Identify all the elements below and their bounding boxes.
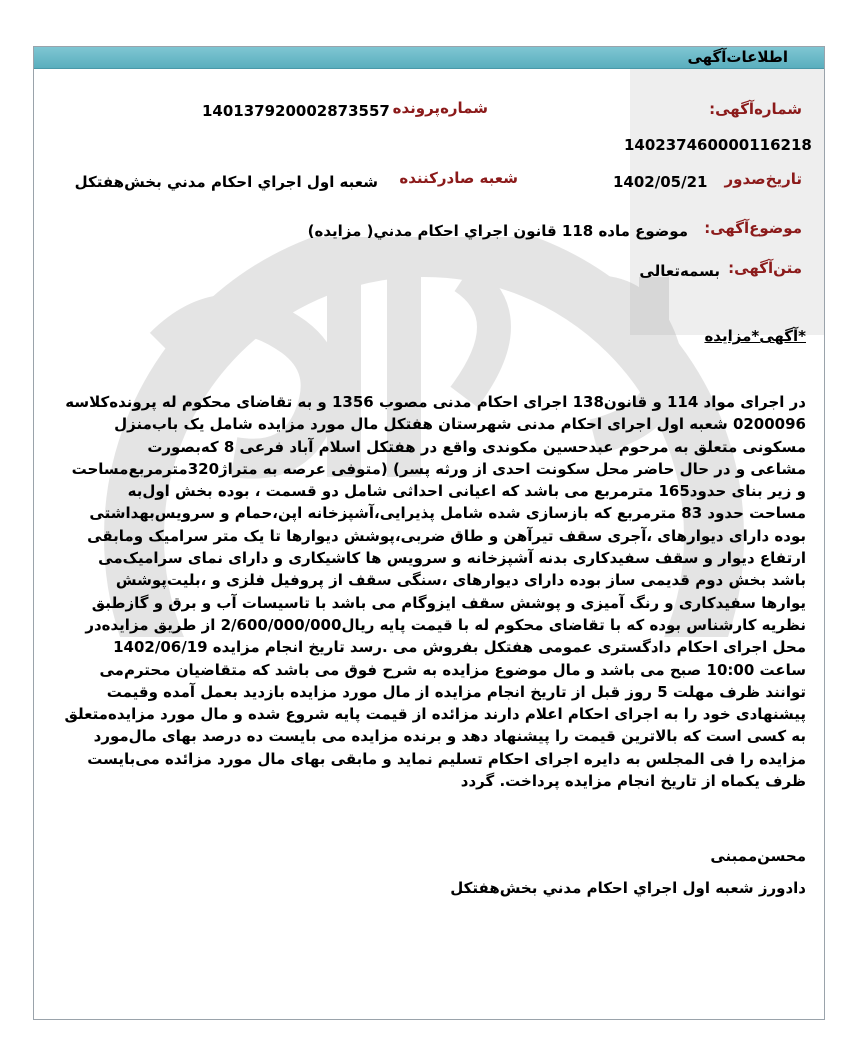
body-line: مسکونی متعلق به مرحوم عبدحسین مکوندی واقع در هفتکل اسلام آباد فرعی 8 که‌بصورت [147, 437, 806, 456]
case-number-value: 14013792000287355​7 [202, 102, 390, 120]
ad-number-label: شماره‌آگهی: [709, 100, 802, 118]
text-label: متن‌آگهی: [728, 259, 802, 277]
body-line: باشد بخش دوم قدیمی ساز بوده دارای دیوارهای ،سنگی سقف از پروفیل فلزی و ،بلیت‌پوشش [115, 571, 806, 590]
body-line: محل اجرای احکام دادگستری عمومی هفتکل بفروش می .رسد تاریخ انجام مزایده 1402/06/19 [113, 638, 806, 657]
body-line: بوده دارای دیوارهای ،آجری سقف تیرآهن و طاق ضربی،پوشش دیوارها تا یک متر سرامیک ومابقی [87, 526, 806, 545]
case-number-label: شماره‌پرونده [392, 99, 488, 117]
signer-name: محسن‌ممبنی [710, 847, 806, 865]
body-line: 0200096 شعبه اول اجرای احکام مدنی شهرستان هفتکل مال مورد مزایده شامل یک باب‌منزل [114, 415, 806, 434]
body-line: نظریه کارشناس بوده که با تقاضای محکوم له با قیمت پایه ریال2/600/000/000 از طریق مزایده‌در [85, 615, 806, 634]
body-line: مشاعی و در حال حاضر محل سکونت احدی از ورثه پسر) (متوفی عرصه به متراژ320مترمربع‌مساحت [71, 459, 806, 478]
body-line: ساعت 10:00 صبح می باشد و مال موضوع مزایده به شرح فوق می باشد که متقاضیان محترم‌می [99, 660, 806, 679]
body-line: توانند ظرف مهلت 5 روز قبل از تاریخ انجام مزایده از مال مورد مزایده بازدید بعمل آمده وقیمت [106, 682, 806, 701]
body-line: در اجرای مواد 114 و قانون138 اجرای احکام مدنی مصوب 1356 و به تقاضای محکوم له پرونده‌کلاسه [65, 393, 806, 411]
body-line: به کسی است که بالاترین قیمت را پیشنهاد دهد و برنده مزایده می بایست ده درصد بهای مال‌مورد [93, 727, 806, 746]
issuing-branch-value: شعبه اول اجراي احکام مدني بخش‌هفتکل [74, 173, 378, 191]
announcement-panel [33, 46, 825, 1020]
body-line: مساحت حدود 83 مترمربع که بازسازی شده شامل پذیرایی،آشپزخانه اپن،حمام و سرویس‌بهداشتی [89, 504, 806, 523]
body-line: و زیر بنای حدود165 مترمربع می باشد که اعیانی احداثی شامل دو قسمت ، بوده بخش اول‌به [127, 482, 806, 501]
panel-title: اطلاعات‌آگهی [687, 48, 788, 66]
issue-date-label: تاریخ‌صدور [724, 170, 802, 188]
issue-date-value: 1402/05/21 [613, 173, 708, 191]
body-line: ارتفاع دیوار و سقف سفیدکاری بدنه آشپزخانه و سرویس ها کاشیکاری و دارای نمای سرامیک‌می [98, 549, 806, 568]
body-line: ظرف یکماه از تاریخ انجام مزایده پرداخت. گردد [460, 772, 806, 791]
body-line: یوارها سفیدکاری و رنگ آمیزی و پوشش سقف ایزوگام می باشد با تاسیسات آب و برق و گازطبق [91, 593, 806, 612]
text-value: بسمه‌تعالی [639, 262, 720, 280]
issuing-branch-label: شعبه صادر‌کننده [399, 169, 518, 187]
announcement-body [54, 391, 806, 792]
subject-value: موضوع ماده 118 قانون اجراي احکام مدني( مزايده) [307, 222, 688, 240]
ad-number-value: 140237460000116218 [624, 136, 812, 154]
announcement-heading: *آگهی*مزایده [704, 327, 806, 345]
body-line: مزایده را فی المجلس به دایره اجرای احکام تسلیم نماید و مابقی بهای مال مورد مزائده می‌بایست [87, 749, 806, 768]
subject-label: موضوع‌آگهی: [704, 219, 802, 237]
panel-header [34, 47, 824, 69]
body-line: پیشنهادی خود را به اجرای احکام اعلام دارند مزائده از قیمت پایه شروع شده و مال مورد مزایده‌متعلق [64, 705, 806, 724]
signer-title: دادورز شعبه اول اجراي احکام مدني بخش‌هفتکل [450, 879, 806, 897]
